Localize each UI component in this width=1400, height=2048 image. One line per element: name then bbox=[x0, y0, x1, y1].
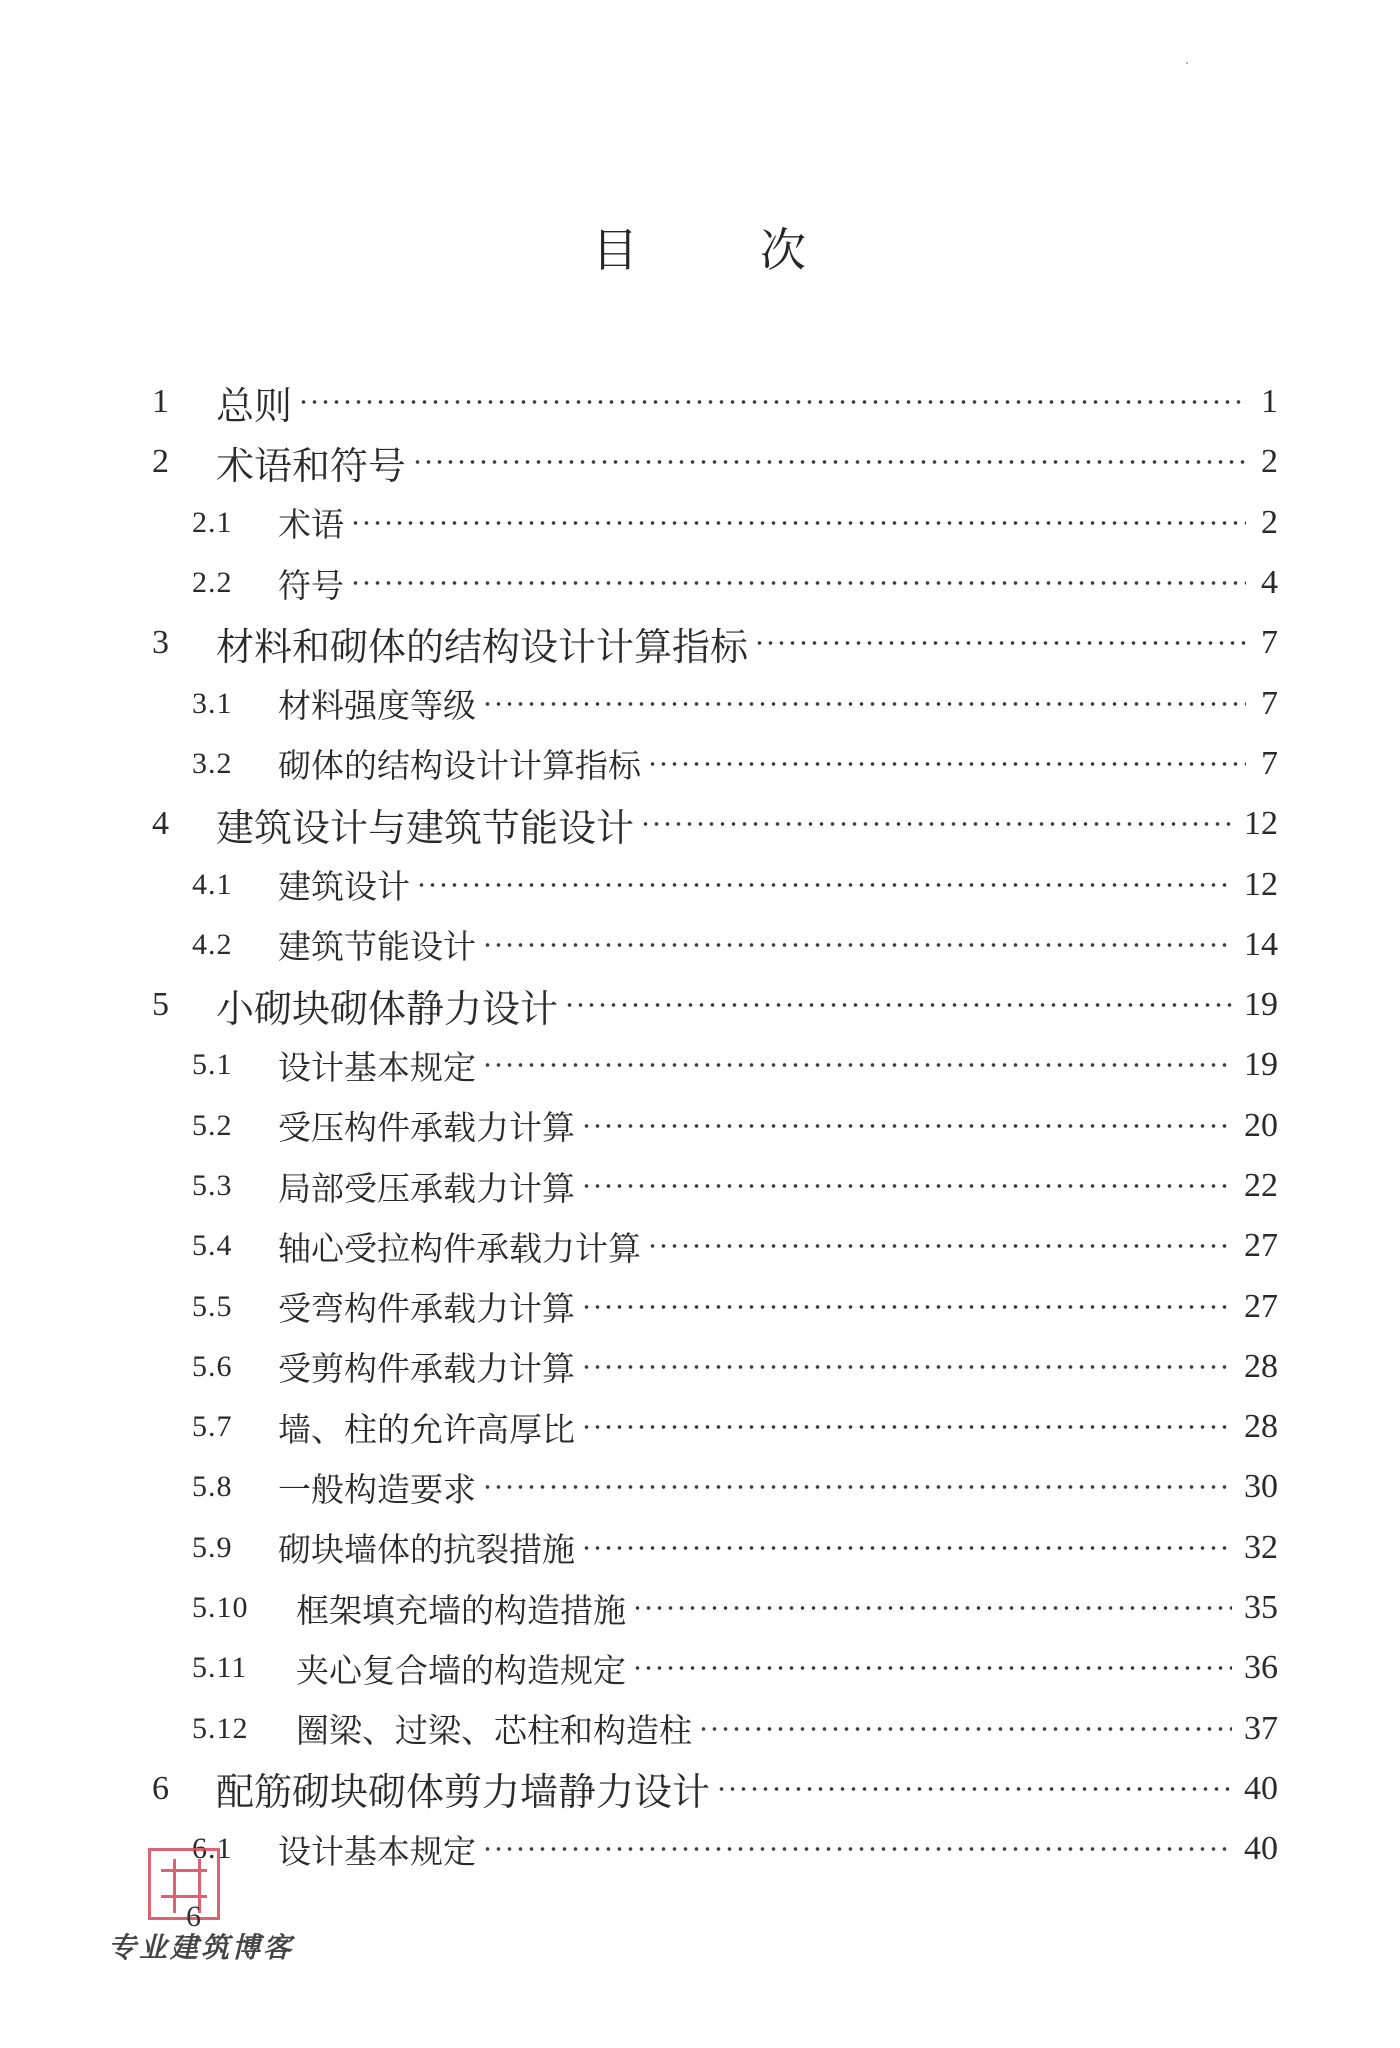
toc-section-entry[interactable] bbox=[150, 1216, 1278, 1276]
dot-leader bbox=[482, 1842, 1232, 1856]
toc-entry-number: 5.2 bbox=[192, 1108, 233, 1142]
toc-section-entry[interactable] bbox=[150, 1397, 1278, 1457]
scan-speck bbox=[1186, 62, 1188, 64]
dot-leader bbox=[632, 1601, 1232, 1615]
dot-leader bbox=[482, 697, 1246, 711]
toc-entry-page: 22 bbox=[1244, 1167, 1278, 1204]
toc-entry-title: 圈梁、过梁、芯柱和构造柱 bbox=[296, 1711, 692, 1751]
toc-entry-title: 材料强度等级 bbox=[278, 686, 476, 726]
toc-entry-page: 2 bbox=[1261, 443, 1278, 481]
toc-entry-page: 4 bbox=[1261, 564, 1278, 602]
toc-entry-number: 5.12 bbox=[192, 1711, 249, 1745]
toc-chapter-entry[interactable] bbox=[150, 794, 1278, 854]
watermark-text: 专业建筑博客 bbox=[108, 1931, 295, 1964]
toc-entry-number: 4.1 bbox=[192, 867, 233, 901]
dot-leader bbox=[581, 1119, 1232, 1133]
toc-section-entry[interactable] bbox=[150, 1035, 1278, 1095]
toc-entry-title: 配筋砌块砌体剪力墙静力设计 bbox=[216, 1770, 711, 1815]
toc-chapter-entry[interactable] bbox=[150, 613, 1278, 673]
toc-entry-number: 3.2 bbox=[192, 746, 233, 780]
toc-entry-title: 符号 bbox=[278, 565, 344, 605]
red-seal-stamp bbox=[148, 1848, 220, 1920]
dot-leader bbox=[564, 998, 1232, 1012]
toc-chapter-entry[interactable] bbox=[150, 975, 1278, 1035]
toc-entry-number: 5.10 bbox=[192, 1591, 249, 1625]
toc-entry-page: 7 bbox=[1261, 684, 1278, 722]
toc-section-entry[interactable] bbox=[150, 1819, 1278, 1879]
toc-entry-title: 夹心复合墙的构造规定 bbox=[296, 1650, 626, 1690]
dot-leader bbox=[581, 1420, 1232, 1434]
toc-entry-number: 5.7 bbox=[192, 1410, 233, 1444]
toc-entry-title: 术语和符号 bbox=[216, 443, 407, 488]
toc-entry-title: 框架填充墙的构造措施 bbox=[296, 1590, 626, 1630]
dot-leader bbox=[581, 1179, 1232, 1193]
toc-entry-page: 40 bbox=[1244, 1769, 1278, 1807]
toc-entry-page: 32 bbox=[1244, 1528, 1278, 1566]
dot-leader bbox=[647, 1239, 1232, 1253]
toc-entry-number: 3.1 bbox=[192, 686, 233, 720]
dot-leader bbox=[581, 1541, 1232, 1555]
toc-entry-title: 墙、柱的允许高厚比 bbox=[278, 1409, 575, 1449]
page-title-char-2: 次 bbox=[760, 223, 808, 277]
toc-entry-page: 28 bbox=[1244, 1408, 1278, 1446]
dot-leader bbox=[482, 1058, 1232, 1072]
dot-leader bbox=[350, 516, 1246, 530]
toc-entry-title: 砌块墙体的抗裂措施 bbox=[278, 1530, 575, 1570]
toc-chapter-entry[interactable] bbox=[150, 432, 1278, 492]
toc-entry-number: 3 bbox=[152, 624, 169, 662]
toc-entry-page: 27 bbox=[1244, 1287, 1278, 1325]
dot-leader bbox=[416, 878, 1232, 892]
toc-entry-number: 6 bbox=[152, 1769, 169, 1807]
toc-section-entry[interactable] bbox=[150, 1337, 1278, 1397]
toc-entry-page: 27 bbox=[1244, 1227, 1278, 1265]
dot-leader bbox=[298, 395, 1246, 409]
toc-section-entry[interactable] bbox=[150, 854, 1278, 914]
toc-chapter-entry[interactable] bbox=[150, 372, 1278, 432]
toc-entry-number: 2 bbox=[152, 443, 169, 481]
toc-entry-title: 建筑节能设计 bbox=[278, 927, 476, 967]
toc-entry-number: 5.3 bbox=[192, 1169, 233, 1202]
toc-entry-page: 35 bbox=[1244, 1589, 1278, 1627]
toc-section-entry[interactable] bbox=[150, 1578, 1278, 1638]
toc-section-entry[interactable] bbox=[150, 673, 1278, 733]
toc-entry-page: 7 bbox=[1261, 744, 1278, 782]
toc-entry-page: 12 bbox=[1244, 805, 1278, 843]
toc-entry-title: 小砌块砌体静力设计 bbox=[216, 986, 559, 1031]
toc-entry-title: 总则 bbox=[216, 383, 293, 428]
toc-entry-number: 4.2 bbox=[192, 927, 233, 961]
toc-entry-title: 局部受压承载力计算 bbox=[278, 1168, 575, 1208]
toc-section-entry[interactable] bbox=[150, 915, 1278, 975]
toc-section-entry[interactable] bbox=[150, 493, 1278, 553]
toc-entry-page: 12 bbox=[1244, 865, 1278, 903]
toc-section-entry[interactable] bbox=[150, 1699, 1278, 1759]
dot-leader bbox=[698, 1722, 1232, 1736]
dot-leader bbox=[350, 576, 1246, 590]
toc-entry-page: 2 bbox=[1261, 503, 1278, 541]
toc-entry-page: 7 bbox=[1261, 624, 1278, 662]
toc-entry-number: 6.1 bbox=[192, 1832, 233, 1866]
toc-section-entry[interactable] bbox=[150, 553, 1278, 613]
toc-entry-page: 19 bbox=[1244, 986, 1278, 1024]
toc-entry-page: 1 bbox=[1261, 383, 1278, 421]
dot-leader bbox=[754, 636, 1246, 650]
dot-leader bbox=[412, 455, 1246, 469]
toc-entry-page: 30 bbox=[1244, 1468, 1278, 1506]
toc-entry-title: 设计基本规定 bbox=[278, 1831, 476, 1871]
toc-section-entry[interactable] bbox=[150, 1638, 1278, 1698]
table-of-contents bbox=[150, 372, 1278, 1879]
dot-leader bbox=[640, 817, 1232, 831]
dot-leader bbox=[581, 1360, 1232, 1374]
toc-entry-page: 40 bbox=[1244, 1830, 1278, 1868]
toc-entry-number: 2.2 bbox=[192, 566, 233, 600]
dot-leader bbox=[581, 1300, 1232, 1314]
toc-entry-number: 5.5 bbox=[192, 1289, 233, 1323]
toc-entry-title: 轴心受拉构件承载力计算 bbox=[278, 1228, 641, 1268]
toc-entry-page: 19 bbox=[1244, 1046, 1278, 1084]
toc-entry-title: 设计基本规定 bbox=[278, 1047, 476, 1087]
toc-entry-title: 受弯构件承载力计算 bbox=[278, 1289, 575, 1329]
toc-entry-title: 受压构件承载力计算 bbox=[278, 1108, 575, 1148]
dot-leader bbox=[482, 938, 1232, 952]
toc-entry-number: 5.8 bbox=[192, 1470, 233, 1504]
toc-entry-title: 砌体的结构设计计算指标 bbox=[278, 746, 641, 786]
toc-section-entry[interactable] bbox=[150, 1276, 1278, 1336]
toc-entry-number: 5 bbox=[152, 986, 169, 1024]
toc-entry-title: 一般构造要求 bbox=[278, 1469, 476, 1509]
toc-entry-page: 14 bbox=[1244, 925, 1278, 963]
toc-entry-title: 建筑设计 bbox=[278, 867, 410, 907]
toc-entry-number: 2.1 bbox=[192, 505, 233, 539]
toc-section-entry[interactable] bbox=[150, 1518, 1278, 1578]
toc-entry-page: 37 bbox=[1244, 1709, 1278, 1747]
toc-entry-number: 5.1 bbox=[192, 1048, 233, 1082]
page-title-char-1: 目 bbox=[592, 223, 640, 277]
dot-leader bbox=[647, 757, 1246, 771]
toc-entry-title: 建筑设计与建筑节能设计 bbox=[216, 805, 635, 850]
toc-entry-number: 5.9 bbox=[192, 1530, 233, 1564]
toc-section-entry[interactable] bbox=[150, 1096, 1278, 1156]
toc-entry-number: 4 bbox=[152, 805, 169, 843]
toc-entry-number: 5.6 bbox=[192, 1349, 233, 1383]
toc-entry-page: 28 bbox=[1244, 1347, 1278, 1385]
toc-entry-number: 5.11 bbox=[192, 1651, 248, 1685]
toc-entry-title: 受剪构件承载力计算 bbox=[278, 1349, 575, 1389]
toc-entry-title: 术语 bbox=[278, 505, 344, 545]
dot-leader bbox=[632, 1661, 1232, 1675]
toc-entry-number: 1 bbox=[152, 383, 169, 421]
toc-entry-page: 36 bbox=[1244, 1649, 1278, 1687]
toc-chapter-entry[interactable] bbox=[150, 1759, 1278, 1819]
toc-section-entry[interactable] bbox=[150, 1457, 1278, 1517]
page-number: 6 bbox=[186, 1900, 201, 1933]
toc-section-entry[interactable] bbox=[150, 1156, 1278, 1216]
page-title bbox=[0, 214, 1400, 280]
dot-leader bbox=[482, 1480, 1232, 1494]
toc-section-entry[interactable] bbox=[150, 734, 1278, 794]
toc-entry-title: 材料和砌体的结构设计计算指标 bbox=[216, 624, 749, 669]
toc-entry-number: 5.4 bbox=[192, 1229, 233, 1263]
dot-leader bbox=[716, 1782, 1232, 1796]
toc-entry-page: 20 bbox=[1244, 1106, 1278, 1144]
